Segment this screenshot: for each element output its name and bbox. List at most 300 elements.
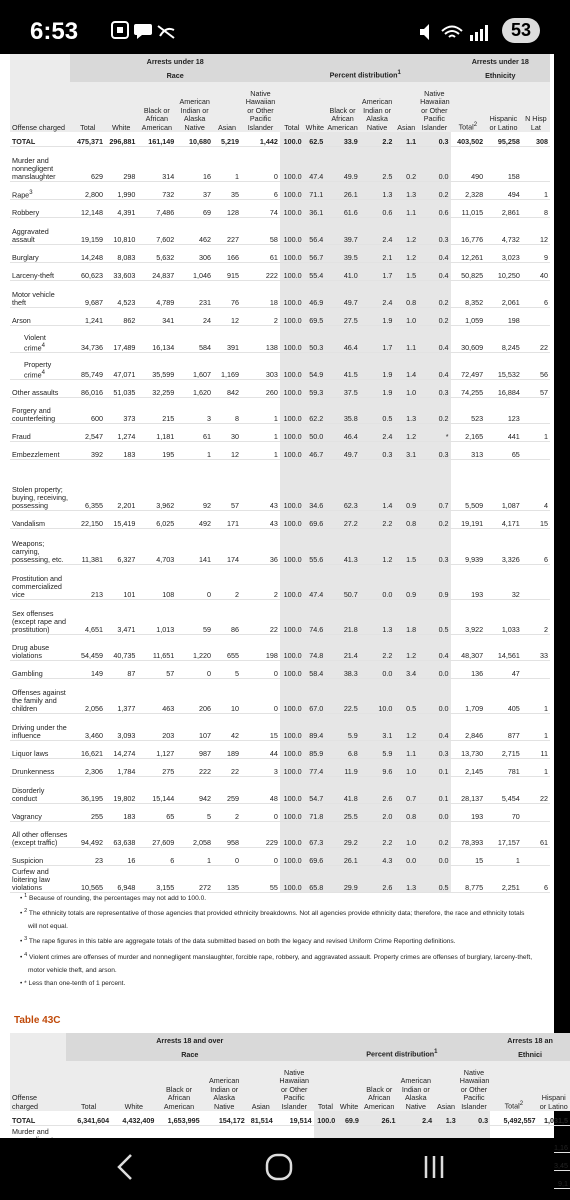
row-label: Sex offenses (except rape and prostitution) [10,600,70,635]
table-cell: 46.7 [304,442,326,460]
row-label: Vandalism [10,511,70,529]
row-label: Violent crime$^4$ [10,326,70,353]
table-cell: 193 [451,565,486,600]
table-cell: 1 [522,424,550,442]
table-cell: 2,145 [451,759,486,777]
table-cell: 0.8 [394,804,418,822]
table-cell: 29.9 [325,866,360,893]
row-label: Stolen property; buying, receiving, possessing [10,460,70,511]
table-cell: 174 [213,529,241,565]
table-cell: 16,884 [485,380,522,398]
table-cell: 100.0 [280,679,304,714]
table-cell: 62.3 [325,460,360,511]
table-cell: 50.7 [325,565,360,600]
table-cell: 136 [451,661,486,679]
column-header: Asian [213,82,241,132]
table-cell: 2.0 [360,804,395,822]
table-cell: 18 [241,281,280,308]
back-icon [115,1152,135,1182]
table-cell: 3,155 [137,866,176,893]
table-row [10,822,550,848]
table-cell: 9,1 [538,1171,570,1189]
column-header: American Indian or Alaska Native [398,1061,435,1111]
row-label: Arson [10,308,70,326]
table-cell: 33,603 [105,263,137,281]
table-cell: 10,250 [485,263,522,281]
table-cell: 46.4 [325,326,360,353]
table-cell: 13,730 [451,741,486,759]
table-cell: 1 [485,848,522,866]
table-cell: 27,609 [137,822,176,848]
table-cell: 100.0 [280,308,304,326]
race-header: Race [70,68,279,82]
table-cell: 3.1 [360,714,395,741]
table-cell: 3,460 [70,714,105,741]
table-cell: 0.3 [418,529,450,565]
group-header-right: Arrests under 18 [451,54,550,68]
table-cell: 0.7 [394,777,418,804]
row-label: Suspicion [10,848,70,866]
table-cell: 46.9 [304,281,326,308]
table-cell: 9,687 [70,281,105,308]
table-cell: 0.4 [418,714,450,741]
notification-icons [110,20,180,45]
table-row [10,353,550,380]
table-cell: 9.6 [360,759,395,777]
table-cell: 33 [522,635,550,661]
table-cell: 0 [176,661,213,679]
table-cell: 4,703 [137,529,176,565]
table-cell: 3,093 [105,714,137,741]
table-cell: 166 [213,245,241,263]
table-cell: 71.8 [304,804,326,822]
table-cell: 63,638 [105,822,137,848]
table-cell: 1 [241,424,280,442]
column-header: Black or African American [325,82,360,132]
table-cell: 3.4 [394,661,418,679]
table-cell: 100.0 [280,511,304,529]
wifi-signal-icons [418,21,498,43]
table-cell: 7,602 [137,218,176,245]
table-cell: 100.0 [280,326,304,353]
table-cell: 0.7 [418,460,450,511]
row-label: Aggravated assault [10,218,70,245]
table-cell: 272 [176,866,213,893]
table-cell: 1,087 [485,460,522,511]
table-cell: 161,149 [137,132,176,147]
table-cell: 78,393 [451,822,486,848]
table-cell [522,661,550,679]
table-cell: 629 [70,147,105,182]
row-label: Liquor laws [10,741,70,759]
table-cell: 0.5 [360,398,395,424]
table-cell: 57 [137,661,176,679]
table-cell: 74.8 [304,635,326,661]
table-cell: 0 [241,848,280,866]
table-cell: 87 [105,661,137,679]
table-cell: 2 [241,308,280,326]
table-cell: 69.5 [304,308,326,326]
table-cell: 100.0 [280,147,304,182]
table-cell: 50.3 [304,326,326,353]
table-cell: 16 [105,848,137,866]
table-cell: 17,489 [105,326,137,353]
table-cell: 462 [176,218,213,245]
table-cell: 8 [522,200,550,218]
table-cell [522,804,550,822]
table-cell: 229 [241,822,280,848]
row-label: TOTAL [10,1111,66,1126]
table-cell: 149 [70,661,105,679]
column-header: Offense charged [10,1061,66,1111]
table-cell: 0.9 [394,460,418,511]
table-cell: 203 [137,714,176,741]
table-cell: 5,454 [485,777,522,804]
table-cell: 189 [213,741,241,759]
table-cell: 61.6 [325,200,360,218]
table-cell: 475,371 [70,132,105,147]
table-cell: 222 [241,263,280,281]
group-header-left-2: Arrests 18 and over [66,1033,314,1047]
table-row [10,866,550,893]
table-cell: 183 [105,804,137,822]
table-cell: 2.2 [360,511,395,529]
home-button[interactable] [265,1152,293,1189]
table-cell: 38.3 [325,661,360,679]
table-cell: 0.0 [418,804,450,822]
footnote-5: • * Less than one-tenth of 1 percent. [20,979,126,987]
table-cell: 655 [213,635,241,661]
column-header: Native Hawaiian or Other Pacific Islander [241,82,280,132]
table-cell: 11,381 [70,529,105,565]
table-cell: 47 [485,661,522,679]
table-cell: 19,159 [70,218,105,245]
column-header: American Indian or Alaska Native [176,82,213,132]
table-cell: 0.0 [418,679,450,714]
table-cell: 0.9 [394,565,418,600]
table-cell: 58 [241,218,280,245]
table-row [10,200,550,218]
table-cell: 6 [522,529,550,565]
table-cell: 391 [213,326,241,353]
row-label: Fraud [10,424,70,442]
footnote-1: • $^1$ Because of rounding, the percentages may not add to 100.0. [20,893,207,903]
table-cell: 275 [137,759,176,777]
table-cell: 37 [176,182,213,200]
table-cell: 1.1 [394,741,418,759]
table-cell: 25.5 [325,804,360,822]
table-cell: 3,471 [105,600,137,635]
table-cell: 260 [241,380,280,398]
table-cell: 10.0 [360,679,395,714]
table-cell: 862 [105,308,137,326]
table-cell: 1.8 [394,600,418,635]
table-cell: 30 [213,424,241,442]
table-cell: 1,709 [451,679,486,714]
table-cell: 1.5 [394,529,418,565]
table-cell: 1,241 [70,308,105,326]
row-label: Murder and [10,1126,66,1153]
table-cell: 206 [176,679,213,714]
table-cell: 10,565 [70,866,105,893]
table-cell: 11.9 [325,759,360,777]
table-cell: 32 [485,565,522,600]
table-cell: 0.0 [394,848,418,866]
table-cell: 4,789 [137,281,176,308]
table-cell: 2.4 [398,1111,435,1126]
table-cell: 313 [451,442,486,460]
row-label: Weapons; carrying, possessing, etc. [10,529,70,565]
table-cell: 0.4 [418,326,450,353]
table-cell: 492 [176,511,213,529]
table-cell: 2,547 [70,424,105,442]
table-row [10,398,550,424]
table-cell: 74.6 [304,600,326,635]
table-cell: 154,172 [202,1111,247,1126]
column-header: Asian [394,82,418,132]
table-cell: 40 [522,263,550,281]
table-cell: 4,432,409 [111,1111,156,1126]
table-cell: 4,171 [485,511,522,529]
table-cell: 296,881 [105,132,137,147]
table-cell: 392 [70,442,105,460]
table-cell: 490 [451,147,486,182]
column-header: Asian [247,1061,275,1111]
footnote-2: • $^2$ The ethnicity totals are representative of those agencies that provided ethnicity breakdowns. Not all agencies provide ethnicity data; therefore, the race and ethnicity totals will not equal. [20,908,525,931]
table-cell: 2 [213,804,241,822]
table-cell: 2 [241,565,280,600]
table-cell: 1.3 [394,182,418,200]
table-cell: 227 [213,218,241,245]
table-cell: 28,137 [451,777,486,804]
table-cell: 100.0 [280,245,304,263]
table-cell: 1,620 [176,380,213,398]
row-label: Property crime$^4$ [10,353,70,380]
table-cell: 6,355 [70,460,105,511]
table-cell: 915 [213,263,241,281]
row-label: Other assaults [10,380,70,398]
table-cell: 100.0 [280,380,304,398]
battery-badge: 53 [502,18,540,43]
table-cell: 732 [137,182,176,200]
table-cell: 2,165 [451,424,486,442]
table-cell: 1.2 [394,424,418,442]
table-cell: 85,749 [70,353,105,380]
table-cell: 35.8 [325,398,360,424]
table-cell: 29.2 [325,822,360,848]
column-header: Black or African American [361,1061,398,1111]
table-cell: 16,776 [451,218,486,245]
table-cell: 1.2 [394,635,418,661]
table-cell: 3,922 [451,600,486,635]
table-cell: 2.6 [360,866,395,893]
table-cell: 48,307 [451,635,486,661]
table-cell: 584 [176,326,213,353]
table-cell: 39.5 [325,245,360,263]
row-label: Robbery [10,200,70,218]
table-cell: 22 [241,600,280,635]
table-cell: 3,326 [485,529,522,565]
table-cell: 56 [522,353,550,380]
table-cell: 69.6 [304,848,326,866]
table-cell: 0.3 [418,741,450,759]
table-row [10,326,550,353]
column-header: Total [70,82,105,132]
table-cell: 1 [241,442,280,460]
table-cell: 193 [451,804,486,822]
table-cell: 54.9 [304,353,326,380]
table-row [10,218,550,245]
row-label: Prostitution and commercialized vice [10,565,70,600]
table-cell: 2.6 [360,777,395,804]
table-cell: 0.2 [418,308,450,326]
table-cell: 24 [176,308,213,326]
table-cell: 314 [137,147,176,182]
table-cell: 35 [213,182,241,200]
table-cell: 2,846 [451,714,486,741]
table-cell: 47,071 [105,353,137,380]
table-cell: 0 [241,804,280,822]
table-cell: 59 [176,600,213,635]
table-cell: 1 [522,714,550,741]
row-label: Forgery and counterfeiting [10,398,70,424]
table-cell: 47.4 [304,147,326,182]
table-cell: 303 [241,353,280,380]
table-cell: 39.7 [325,218,360,245]
table-cell: 1.0 [394,308,418,326]
table-cell: 0.1 [418,759,450,777]
table-cell: 1.9 [360,353,395,380]
table-cell: 1,013 [137,600,176,635]
table-cell: 1,059 [451,308,486,326]
table-cell: 5,492,557 [490,1111,537,1126]
table-cell: 255 [70,804,105,822]
table-row [10,460,550,511]
column-header: Black or African American [156,1061,201,1111]
table-cell: 1.2 [394,245,418,263]
table-cell: 1 [241,398,280,424]
table-cell: 2,306 [70,759,105,777]
back-button[interactable] [115,1152,135,1189]
table-row [10,147,550,182]
table-cell: 463 [137,679,176,714]
table-cell: 0.2 [418,398,450,424]
table-row [10,263,550,281]
ethnicity-header: Ethnicity [451,68,550,82]
table-cell: 2.4 [360,424,395,442]
table-cell: 0.3 [458,1111,490,1126]
table-cell: 1 [522,182,550,200]
table-cell: 1,169 [213,353,241,380]
table-cell: 2,058 [176,822,213,848]
table-cell: 100.0 [280,759,304,777]
table-cell: 12 [213,308,241,326]
table-cell: 0.4 [418,635,450,661]
table-cell: 1 [176,848,213,866]
table-cell: 59.3 [304,380,326,398]
document-page[interactable] [0,54,568,1188]
table-cell: 1,181 [137,424,176,442]
table-cell: 231 [176,281,213,308]
table-cell: 24,837 [137,263,176,281]
column-header: N Hisp Lat [522,82,550,132]
column-header: White [337,1061,361,1111]
table-cell: 0.0 [418,848,450,866]
table-cell: 100.0 [280,398,304,424]
row-label: Gambling [10,661,70,679]
table-cell: 1 [522,679,550,714]
table-cell: 26.1 [361,1111,398,1126]
table-cell: 16,134 [137,326,176,353]
row-label: Murder and nonnegligent manslaughter [10,147,70,182]
table-row [10,529,550,565]
column-header: Black or African American [137,82,176,132]
table-cell: 298 [105,147,137,182]
table-cell: 15,419 [105,511,137,529]
table-cell: 523 [451,398,486,424]
row-label: Driving under the influence [10,714,70,741]
table-cell: 56.4 [304,218,326,245]
table-cell: 67.3 [304,822,326,848]
table-row [10,442,550,460]
table-cell: 1.9 [360,380,395,398]
table-cell: 3,023 [485,245,522,263]
row-label: Vagrancy [10,804,70,822]
table-cell: 373 [105,398,137,424]
table-cell: 195 [137,442,176,460]
table-cell: 0.3 [418,442,450,460]
table-row [10,635,550,661]
table-cell: 56.7 [304,245,326,263]
row-label: Motor vehicle theft [10,281,70,308]
table-cell: 94,492 [70,822,105,848]
table-cell: 100.0 [280,281,304,308]
group-header-left: Arrests under 18 [70,54,279,68]
table-cell: 138 [241,326,280,353]
table-cell: 5,219 [213,132,241,147]
table-cell: 1.2 [394,714,418,741]
table-cell: 22 [522,777,550,804]
table-cell: 48 [241,777,280,804]
table-cell: 494 [485,182,522,200]
row-label: TOTAL [10,132,70,147]
ethnicity-header-2: Ethnici [490,1047,570,1061]
table-cell: 69.9 [337,1111,361,1126]
group-header-right-2: Arrests 18 an [490,1033,570,1047]
table-cell: 14,274 [105,741,137,759]
table-cell: 76 [213,281,241,308]
table-cell: 65 [485,442,522,460]
table-cell: 3,45 [538,1153,570,1171]
table-cell: 0.9 [418,565,450,600]
column-header: Total [314,1061,338,1111]
table-cell: 54.7 [304,777,326,804]
recents-button[interactable] [422,1152,446,1189]
table-cell: 89.4 [304,714,326,741]
table-cell: 8 [213,398,241,424]
table-cell: 81,514 [247,1111,275,1126]
table-cell: 6 [137,848,176,866]
table-row [10,777,550,804]
table-cell: 43 [241,511,280,529]
table-cell: 100.0 [280,263,304,281]
table-cell: 41.5 [325,353,360,380]
table-cell: 171 [213,511,241,529]
table-row [10,380,550,398]
table-cell: 942 [176,777,213,804]
table-cell: 600 [70,398,105,424]
table-cell: 1.9 [360,308,395,326]
